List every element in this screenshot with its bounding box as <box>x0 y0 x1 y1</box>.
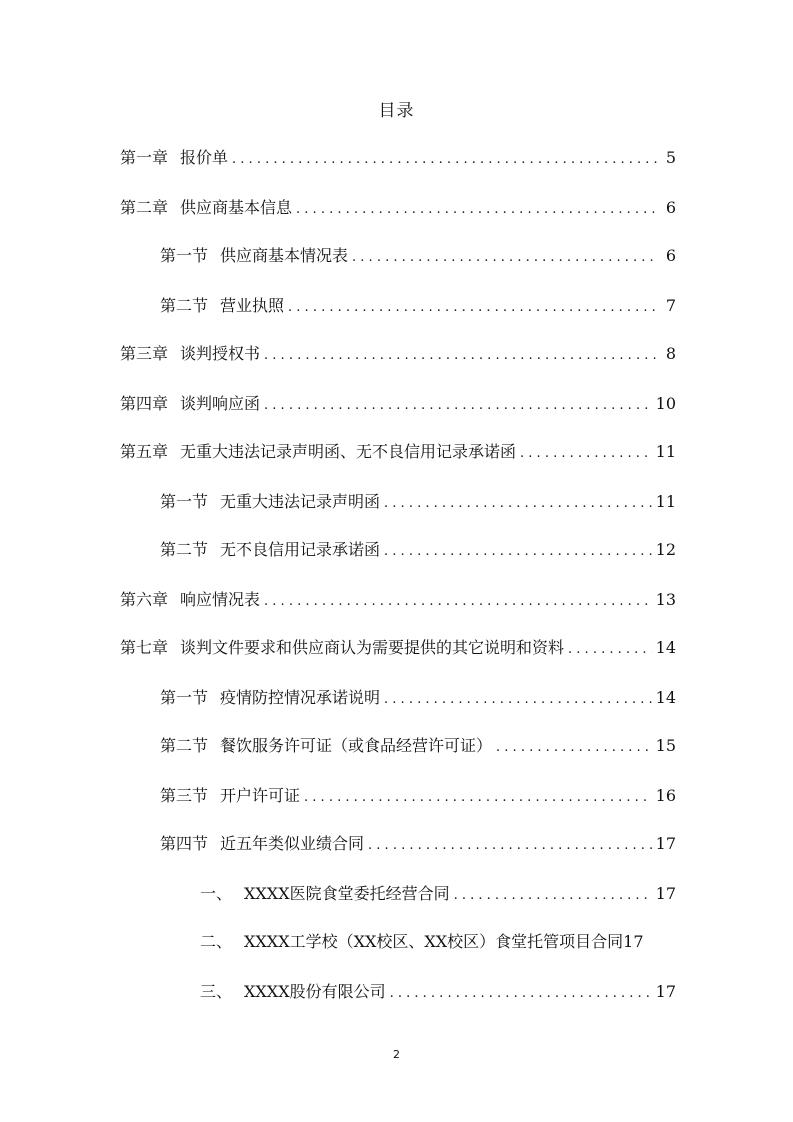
toc-entry-page: 17 <box>655 834 676 853</box>
toc-entry-text: 近五年类似业绩合同 <box>220 834 365 853</box>
toc-entry-number: 第五章 <box>120 442 169 461</box>
toc-leader-dots <box>368 834 652 858</box>
toc-entry-text: 开户许可证 <box>220 786 301 805</box>
toc-entry-page: 15 <box>655 736 676 755</box>
toc-entry-text: 谈判文件要求和供应商认为需要提供的其它说明和资料 <box>180 638 565 657</box>
toc-entry-ch2-s1[interactable] <box>160 244 676 268</box>
toc-entry-ch5-s2[interactable] <box>160 538 676 562</box>
toc-leader-dots <box>454 884 652 908</box>
toc-entry-text: 供应商基本信息 <box>180 198 293 217</box>
toc-leader-dots <box>384 688 652 712</box>
page-number: 2 <box>393 1048 400 1061</box>
toc-entry-page: 17 <box>655 884 676 903</box>
toc-entry-text: 无重大违法记录声明函、无不良信用记录承诺函 <box>180 442 517 461</box>
toc-entry-ch7-s3[interactable] <box>160 784 676 808</box>
toc-entry-text: 无不良信用记录承诺函 <box>220 540 381 559</box>
toc-entry-text: 报价单 <box>180 148 229 167</box>
toc-entry-page: 13 <box>655 590 676 609</box>
toc-entry-number: 第二章 <box>120 198 169 217</box>
toc-entry-number: 一、 <box>200 884 233 903</box>
toc-entry-number: 第七章 <box>120 638 169 657</box>
toc-entry-text: 谈判授权书 <box>180 344 261 363</box>
toc-leader-dots <box>288 296 658 320</box>
toc-entry-number: 第二节 <box>160 296 209 315</box>
toc-entry-page: 14 <box>655 688 676 707</box>
toc-entry-page: 6 <box>665 198 676 217</box>
toc-title: 目录 <box>378 101 415 121</box>
toc-entry-number: 第六章 <box>120 590 169 609</box>
toc-entry-text: XXXX工学校（XX校区、XX校区）食堂托管项目合同 <box>244 932 624 951</box>
toc-entry-text: 响应情况表 <box>180 590 261 609</box>
toc-entry-text: 供应商基本情况表 <box>220 246 349 265</box>
toc-entry-ch2-s2[interactable] <box>160 294 676 318</box>
toc-leader-dots <box>232 148 658 172</box>
toc-leader-dots <box>264 344 658 368</box>
toc-entry-ch2[interactable] <box>120 196 676 220</box>
toc-entry-ch1[interactable] <box>120 146 676 170</box>
toc-entry-ch4[interactable] <box>120 392 676 416</box>
toc-leader-dots <box>384 540 652 564</box>
toc-entry-text: XXXX医院食堂委托经营合同 <box>244 884 450 903</box>
toc-entry-number: 第三章 <box>120 344 169 363</box>
toc-entry-page: 7 <box>665 296 676 315</box>
toc-entry-text: XXXX股份有限公司 <box>244 982 386 1001</box>
toc-entry-ch5[interactable] <box>120 440 676 464</box>
toc-leader-dots <box>390 982 652 1006</box>
toc-leader-dots <box>384 492 652 516</box>
toc-entry-page: 8 <box>665 344 676 363</box>
toc-entry-ch3[interactable] <box>120 342 676 366</box>
toc-entry-number: 第一章 <box>120 148 169 167</box>
toc-entry-page: 16 <box>655 786 676 805</box>
toc-entry-page: 17 <box>623 932 644 951</box>
toc-entry-number: 第四节 <box>160 834 209 853</box>
toc-entry-page: 6 <box>665 246 676 265</box>
toc-entry-ch7[interactable] <box>120 636 676 660</box>
toc-leader-dots <box>496 736 652 760</box>
toc-entry-ch5-s1[interactable] <box>160 490 676 514</box>
toc-entry-page: 12 <box>655 540 676 559</box>
toc-entry-ch7-s4-2[interactable] <box>200 930 690 954</box>
toc-entry-text: 谈判响应函 <box>180 394 261 413</box>
toc-entry-page: 14 <box>655 638 676 657</box>
toc-entry-number: 第一节 <box>160 246 209 265</box>
toc-entry-text: 营业执照 <box>220 296 285 315</box>
toc-entry-number: 第三节 <box>160 786 209 805</box>
toc-leader-dots <box>520 442 652 466</box>
toc-entry-page: 17 <box>655 982 676 1001</box>
toc-entry-ch7-s4[interactable] <box>160 832 676 856</box>
toc-leader-dots <box>296 198 658 222</box>
toc-leader-dots <box>568 638 652 662</box>
toc-entry-number: 第二节 <box>160 736 209 755</box>
toc-entry-ch7-s2[interactable] <box>160 734 676 758</box>
toc-entry-page: 11 <box>655 442 676 461</box>
toc-entry-number: 第四章 <box>120 394 169 413</box>
toc-entry-number: 三、 <box>200 982 233 1001</box>
toc-leader-dots <box>264 590 652 614</box>
toc-entry-page: 5 <box>665 148 676 167</box>
toc-entry-ch7-s1[interactable] <box>160 686 676 710</box>
toc-entry-ch7-s4-3[interactable] <box>200 980 676 1004</box>
toc-entry-text: 疫情防控情况承诺说明 <box>220 688 381 707</box>
toc-entry-page: 11 <box>655 492 676 511</box>
toc-entry-number: 第一节 <box>160 492 209 511</box>
toc-entry-text: 餐饮服务许可证（或食品经营许可证） <box>220 736 493 755</box>
toc-entry-number: 第一节 <box>160 688 209 707</box>
toc-entry-number: 第二节 <box>160 540 209 559</box>
toc-leader-dots <box>352 246 658 270</box>
toc-entry-ch6[interactable] <box>120 588 676 612</box>
toc-leader-dots <box>264 394 652 418</box>
toc-entry-number: 二、 <box>200 932 233 951</box>
toc-leader-dots <box>304 786 652 810</box>
toc-entry-text: 无重大违法记录声明函 <box>220 492 381 511</box>
toc-entry-ch7-s4-1[interactable] <box>200 882 676 906</box>
toc-entry-page: 10 <box>655 394 676 413</box>
